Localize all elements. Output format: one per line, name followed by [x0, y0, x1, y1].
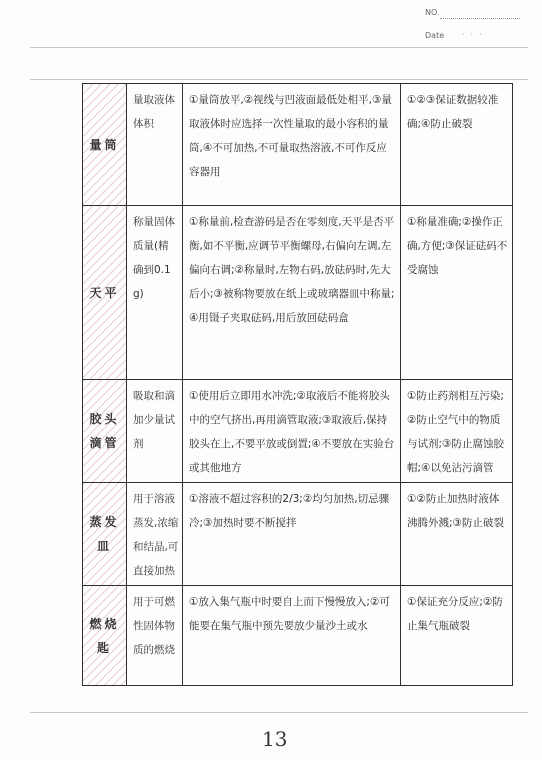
page-number: 13 [262, 727, 288, 751]
instrument-use: 称量固体质量(精确到0.1g) [127, 206, 183, 380]
reason-cell: ①②③保证数据较准确;④防止破裂 [401, 84, 513, 206]
no-label: NO. [425, 8, 440, 17]
table-row [83, 206, 513, 380]
instrument-use: 用于可燃性固体物质的燃烧 [127, 586, 183, 686]
reason-cell: ①②防止加热时液体沸腾外溅;③防止破裂 [401, 483, 513, 586]
instrument-use: 用于溶液蒸发,浓缩和结晶,可直接加热 [127, 483, 183, 586]
no-line [440, 18, 520, 19]
table-row [83, 586, 513, 686]
ruled-line [30, 79, 528, 80]
instrument-name: 天平 [83, 206, 127, 380]
ruled-line [30, 47, 528, 48]
usage-notes: ①溶液不超过容积的2/3;②均匀加热,切忌骤冷;③加热时要不断搅拌 [183, 483, 401, 586]
usage-notes: ①量筒放平,②视线与凹液面最低处相平,③量取液体时应选择一次性量取的最小容积的量筒,④不可加热,不可量取热溶液,不可作反应容器用 [183, 84, 401, 206]
instrument-table [82, 83, 513, 686]
instrument-name: 蒸发皿 [83, 483, 127, 586]
table-row [83, 483, 513, 586]
reason-cell: ①称量准确;②操作正确,方便;③保证砝码不受腐蚀 [401, 206, 513, 380]
date-dots: ··· [462, 30, 488, 39]
instrument-name: 燃烧匙 [83, 586, 127, 686]
instrument-use: 量取液体体积 [127, 84, 183, 206]
usage-notes: ①称量前,检查游码是否在零刻度,天平是否平衡,如不平衡,应调节平衡螺母,右偏向左调,左偏向右调;②称量时,左物右码,放砝码时,先大后小;③被称物要放在纸上或玻璃器皿中称量;④用镊子夹取砝码,用后放回砝码盒 [183, 206, 401, 380]
table-row [83, 84, 513, 206]
table-row [83, 380, 513, 483]
ruled-line [30, 712, 528, 713]
instrument-name: 胶头滴管 [83, 380, 127, 483]
reason-cell: ①防止药剂相互污染;②防止空气中的物质与试剂;③防止腐蚀胶帽;④以免沾污滴管 [401, 380, 513, 483]
instrument-name: 量筒 [83, 84, 127, 206]
usage-notes: ①放入集气瓶中时要自上而下慢慢放入;②可能要在集气瓶中预先要放少量沙土或水 [183, 586, 401, 686]
date-label: Date [425, 31, 445, 40]
usage-notes: ①使用后立即用水冲洗;②取液后不能将胶头中的空气挤出,再用滴管取液;③取液后,保持胶头在上,不要平放或倒置;④不要放在实验台或其他地方 [183, 380, 401, 483]
reason-cell: ①保证充分反应;②防止集气瓶破裂 [401, 586, 513, 686]
instrument-use: 吸取和滴加少量试剂 [127, 380, 183, 483]
